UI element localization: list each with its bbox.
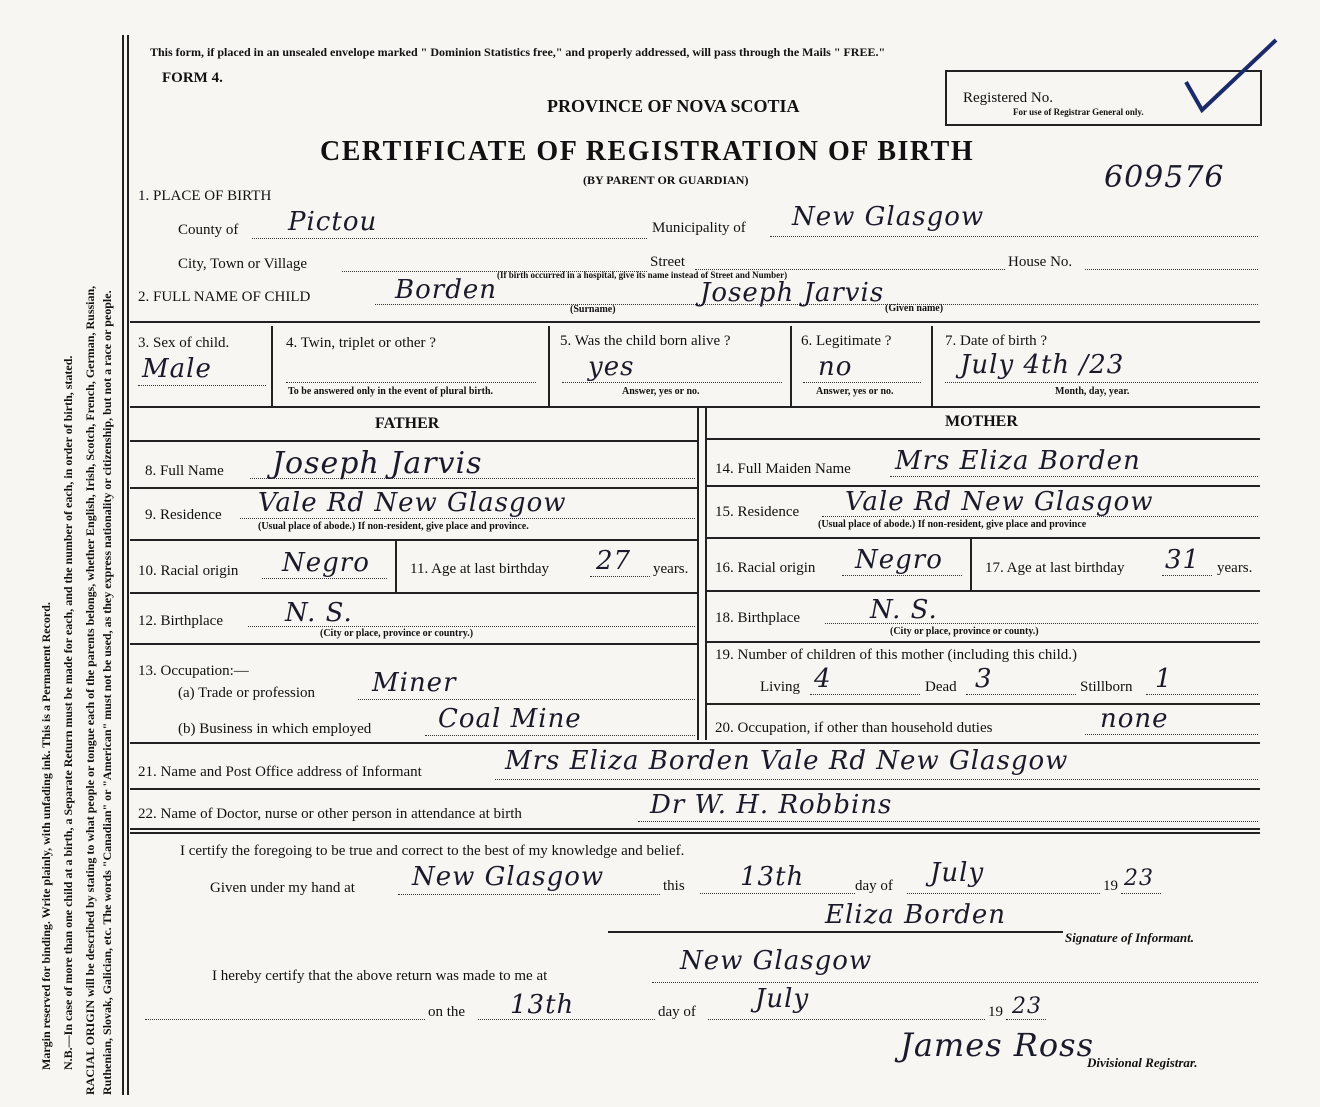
father-heading: FATHER xyxy=(375,415,440,432)
rule-22a xyxy=(130,828,1260,830)
year-prefix: 19 xyxy=(1103,878,1118,894)
county-line xyxy=(252,238,647,239)
rule-mother-heading xyxy=(705,438,1260,440)
father-trade-line xyxy=(358,699,695,700)
twin-note: To be answered only in the event of plural birth. xyxy=(288,386,494,397)
father-name-value: Joseph Jarvis xyxy=(272,446,483,481)
reg-year-prefix: 19 xyxy=(988,1004,1003,1020)
margin-note-2: N.B.—In case of more than one child at a birth, a Separate Return must be made for each, and the number of each, in order of birth, stated. xyxy=(61,355,75,1070)
dob-label: 7. Date of birth ? xyxy=(945,333,1048,349)
given-caption: (Given name) xyxy=(885,303,944,314)
surname-caption: (Surname) xyxy=(570,304,616,315)
legit-value: no xyxy=(818,352,853,382)
mother-birthplace-note: (City or place, province or county.) xyxy=(890,626,1039,637)
living-line xyxy=(810,694,920,695)
mother-res-note: (Usual place of abode.) If non-resident, give place and province xyxy=(818,519,1087,530)
informant-label: 21. Name and Post Office address of Informant xyxy=(138,764,422,780)
sep-6-7 xyxy=(931,326,933,406)
reg-month-line xyxy=(708,1019,985,1020)
mother-name-label: 14. Full Maiden Name xyxy=(715,461,851,477)
father-years: years. xyxy=(653,561,689,577)
doctor-line xyxy=(638,821,1258,822)
informant-signature-caption: Signature of Informant. xyxy=(1065,930,1194,945)
father-trade-value: Miner xyxy=(372,668,457,698)
registered-note: For use of Registrar General only. xyxy=(1013,107,1144,117)
sep-16-17 xyxy=(970,538,972,590)
sep-5-6 xyxy=(790,326,792,406)
mother-race-label: 16. Racial origin xyxy=(715,560,816,576)
dead-line xyxy=(966,694,1076,695)
reg-month-value: July xyxy=(755,984,810,1014)
doctor-label: 22. Name of Doctor, nurse or other person in attendance at birth xyxy=(138,806,522,822)
children-label: 19. Number of children of this mother (including this child.) xyxy=(715,647,1078,663)
registrar-leading-line xyxy=(145,1019,425,1020)
reg-year-line xyxy=(1006,1019,1046,1020)
informant-line xyxy=(495,779,1258,780)
rule-m-15 xyxy=(705,537,1260,539)
twin-line xyxy=(286,382,536,383)
municipality-value: New Glasgow xyxy=(792,202,985,232)
father-business-label: (b) Business in which employed xyxy=(178,721,372,737)
father-res-line xyxy=(240,518,695,519)
mother-birthplace-value: N. S. xyxy=(870,595,938,625)
father-birthplace-label: 12. Birthplace xyxy=(138,613,223,629)
living-label: Living xyxy=(760,679,800,695)
signature-rule xyxy=(608,931,1063,933)
child-surname: Borden xyxy=(395,275,497,305)
mother-race-value: Negro xyxy=(855,545,943,575)
certificate-title: CERTIFICATE OF REGISTRATION OF BIRTH xyxy=(320,136,975,167)
registrar-signature: James Ross xyxy=(900,1026,1094,1064)
house-label: House No. xyxy=(1008,254,1073,270)
day-value: 13th xyxy=(740,862,805,892)
form-number: FORM 4. xyxy=(162,70,223,86)
dead-label: Dead xyxy=(925,679,957,695)
alive-label: 5. Was the child born alive ? xyxy=(560,333,731,349)
certificate-subtitle: (BY PARENT OR GUARDIAN) xyxy=(583,173,749,187)
mother-occupation-label: 20. Occupation, if other than household duties xyxy=(715,720,993,736)
father-age-label: 11. Age at last birthday xyxy=(410,561,549,577)
mother-race-line xyxy=(842,575,962,576)
father-race-value: Negro xyxy=(282,548,370,578)
doctor-value: Dr W. H. Robbins xyxy=(650,790,893,820)
mother-res-label: 15. Residence xyxy=(715,504,800,520)
living-value: 4 xyxy=(814,664,832,694)
father-res-value: Vale Rd New Glasgow xyxy=(258,488,567,518)
given-place-value: New Glasgow xyxy=(412,862,605,892)
registration-number: 609576 xyxy=(1104,160,1225,195)
mother-years: years. xyxy=(1217,560,1253,576)
alive-line xyxy=(562,382,782,383)
binding-rule-outer xyxy=(122,35,124,1095)
year-value: 23 xyxy=(1124,866,1154,891)
province-heading: PROVINCE OF NOVA SCOTIA xyxy=(547,96,800,116)
stillborn-label: Stillborn xyxy=(1080,679,1133,695)
county-label: County of xyxy=(178,222,239,238)
registrar-place-line xyxy=(652,982,1258,983)
registrar-place-value: New Glasgow xyxy=(680,946,873,976)
father-birthplace-note: (City or place, province or country.) xyxy=(320,628,474,639)
county-value: Pictou xyxy=(288,207,378,237)
mother-age-label: 17. Age at last birthday xyxy=(985,560,1125,576)
mother-name-value: Mrs Eliza Borden xyxy=(895,446,1141,476)
alive-value: yes xyxy=(588,352,635,382)
rule-f-9 xyxy=(130,539,697,541)
child-name-label: 2. FULL NAME OF CHILD xyxy=(138,289,311,305)
mother-name-line xyxy=(890,476,1258,477)
given-label: Given under my hand at xyxy=(210,880,355,896)
reg-dayof-label: day of xyxy=(658,1004,696,1020)
registrar-label: I hereby certify that the above return was made to me at xyxy=(212,968,548,984)
stillborn-value: 1 xyxy=(1155,664,1173,694)
rule-22b xyxy=(130,832,1260,834)
informant-signature: Eliza Borden xyxy=(825,900,1007,930)
sex-label: 3. Sex of child. xyxy=(138,335,230,351)
father-race-line xyxy=(262,578,387,579)
child-given-name: Joseph Jarvis xyxy=(700,278,885,308)
place-of-birth-label: 1. PLACE OF BIRTH xyxy=(138,188,272,204)
mother-res-value: Vale Rd New Glasgow xyxy=(845,487,1154,517)
given-place-line xyxy=(398,894,660,895)
day-line xyxy=(700,893,855,894)
rule-under-row3 xyxy=(130,406,1260,408)
rule-f-10 xyxy=(130,592,697,594)
center-divider-right xyxy=(705,408,707,740)
center-divider-left xyxy=(697,408,699,740)
street-label: Street xyxy=(650,254,685,270)
sep-3-4 xyxy=(271,326,273,406)
municipality-line xyxy=(770,236,1258,237)
sex-line xyxy=(138,385,266,386)
margin-note-3: RACIAL ORIGIN will be described by stating to what people or tongue each of the parents belongs, whether English, Irish, Scotch, French, German, Russian, xyxy=(83,285,97,1095)
margin-note-1: Margin reserved for binding. Write plainly, with unfading ink. This is a Permanent Record. xyxy=(39,602,53,1070)
mother-birthplace-label: 18. Birthplace xyxy=(715,610,800,626)
mother-occupation-value: none xyxy=(1100,704,1169,734)
alive-note: Answer, yes or no. xyxy=(622,386,700,397)
dob-note: Month, day, year. xyxy=(1055,386,1130,397)
legit-line xyxy=(803,382,921,383)
father-res-note: (Usual place of abode.) If non-resident, give place and province. xyxy=(258,521,529,532)
father-trade-label: (a) Trade or profession xyxy=(178,685,316,701)
rule-m-18 xyxy=(705,641,1260,643)
father-birthplace-value: N. S. xyxy=(285,598,353,628)
father-business-line xyxy=(425,735,695,736)
reg-year-value: 23 xyxy=(1012,994,1042,1019)
sep-4-5 xyxy=(548,326,550,406)
stillborn-line xyxy=(1146,694,1258,695)
hospital-note: (If birth occurred in a hospital, give its name instead of Street and Number) xyxy=(497,270,788,280)
postal-notice: This form, if placed in an unsealed envelope marked " Dominion Statistics free," and properly addressed, will pass through the Mails " FREE." xyxy=(150,45,886,59)
legit-label: 6. Legitimate ? xyxy=(801,333,892,349)
binding-rule-inner xyxy=(127,35,129,1095)
month-value: July xyxy=(930,858,985,888)
rule-top-grid xyxy=(130,321,1260,323)
father-occupation-label: 13. Occupation:— xyxy=(138,663,249,679)
twin-label: 4. Twin, triplet or other ? xyxy=(286,335,436,351)
father-race-label: 10. Racial origin xyxy=(138,563,239,579)
rule-f-12 xyxy=(130,643,697,645)
house-line xyxy=(1085,269,1258,270)
father-age-value: 27 xyxy=(596,546,632,576)
month-line xyxy=(907,893,1100,894)
reg-day-value: 13th xyxy=(510,990,575,1020)
rule-m-16 xyxy=(705,590,1260,592)
mother-occupation-line xyxy=(1085,734,1258,735)
mother-heading: MOTHER xyxy=(945,413,1018,430)
city-label: City, Town or Village xyxy=(178,256,308,272)
dob-line xyxy=(945,382,1258,383)
father-res-label: 9. Residence xyxy=(145,507,222,523)
check-mark-icon xyxy=(1180,36,1280,116)
dead-value: 3 xyxy=(975,664,993,694)
this-label: this xyxy=(663,878,685,894)
rule-father-heading xyxy=(130,440,697,442)
dayof-label: day of xyxy=(855,878,893,894)
margin-note-4: Ruthenian, Slovak, Galician, etc. The words "Canadian" or "American" must not be used, as they express nationality or citizenship, but not a race or people. xyxy=(100,290,114,1095)
legit-note: Answer, yes or no. xyxy=(816,386,894,397)
informant-value: Mrs Eliza Borden Vale Rd New Glasgow xyxy=(505,746,1069,776)
sep-10-11 xyxy=(395,540,397,592)
father-business-value: Coal Mine xyxy=(438,704,582,734)
municipality-label: Municipality of xyxy=(652,220,746,236)
year-line xyxy=(1121,893,1161,894)
rule-under-parents xyxy=(130,742,1260,744)
mother-age-value: 31 xyxy=(1165,545,1201,575)
registrar-caption: Divisional Registrar. xyxy=(1087,1055,1198,1070)
dob-value: July 4th /23 xyxy=(960,350,1125,380)
rule-m-19 xyxy=(705,703,1260,705)
father-name-label: 8. Full Name xyxy=(145,463,224,479)
sex-value: Male xyxy=(142,354,212,384)
certify-statement: I certify the foregoing to be true and correct to the best of my knowledge and belief. xyxy=(180,843,685,859)
registered-label: Registered No. xyxy=(963,90,1053,106)
father-age-line xyxy=(590,576,650,577)
on-the-label: on the xyxy=(428,1004,466,1020)
mother-age-line xyxy=(1162,575,1212,576)
